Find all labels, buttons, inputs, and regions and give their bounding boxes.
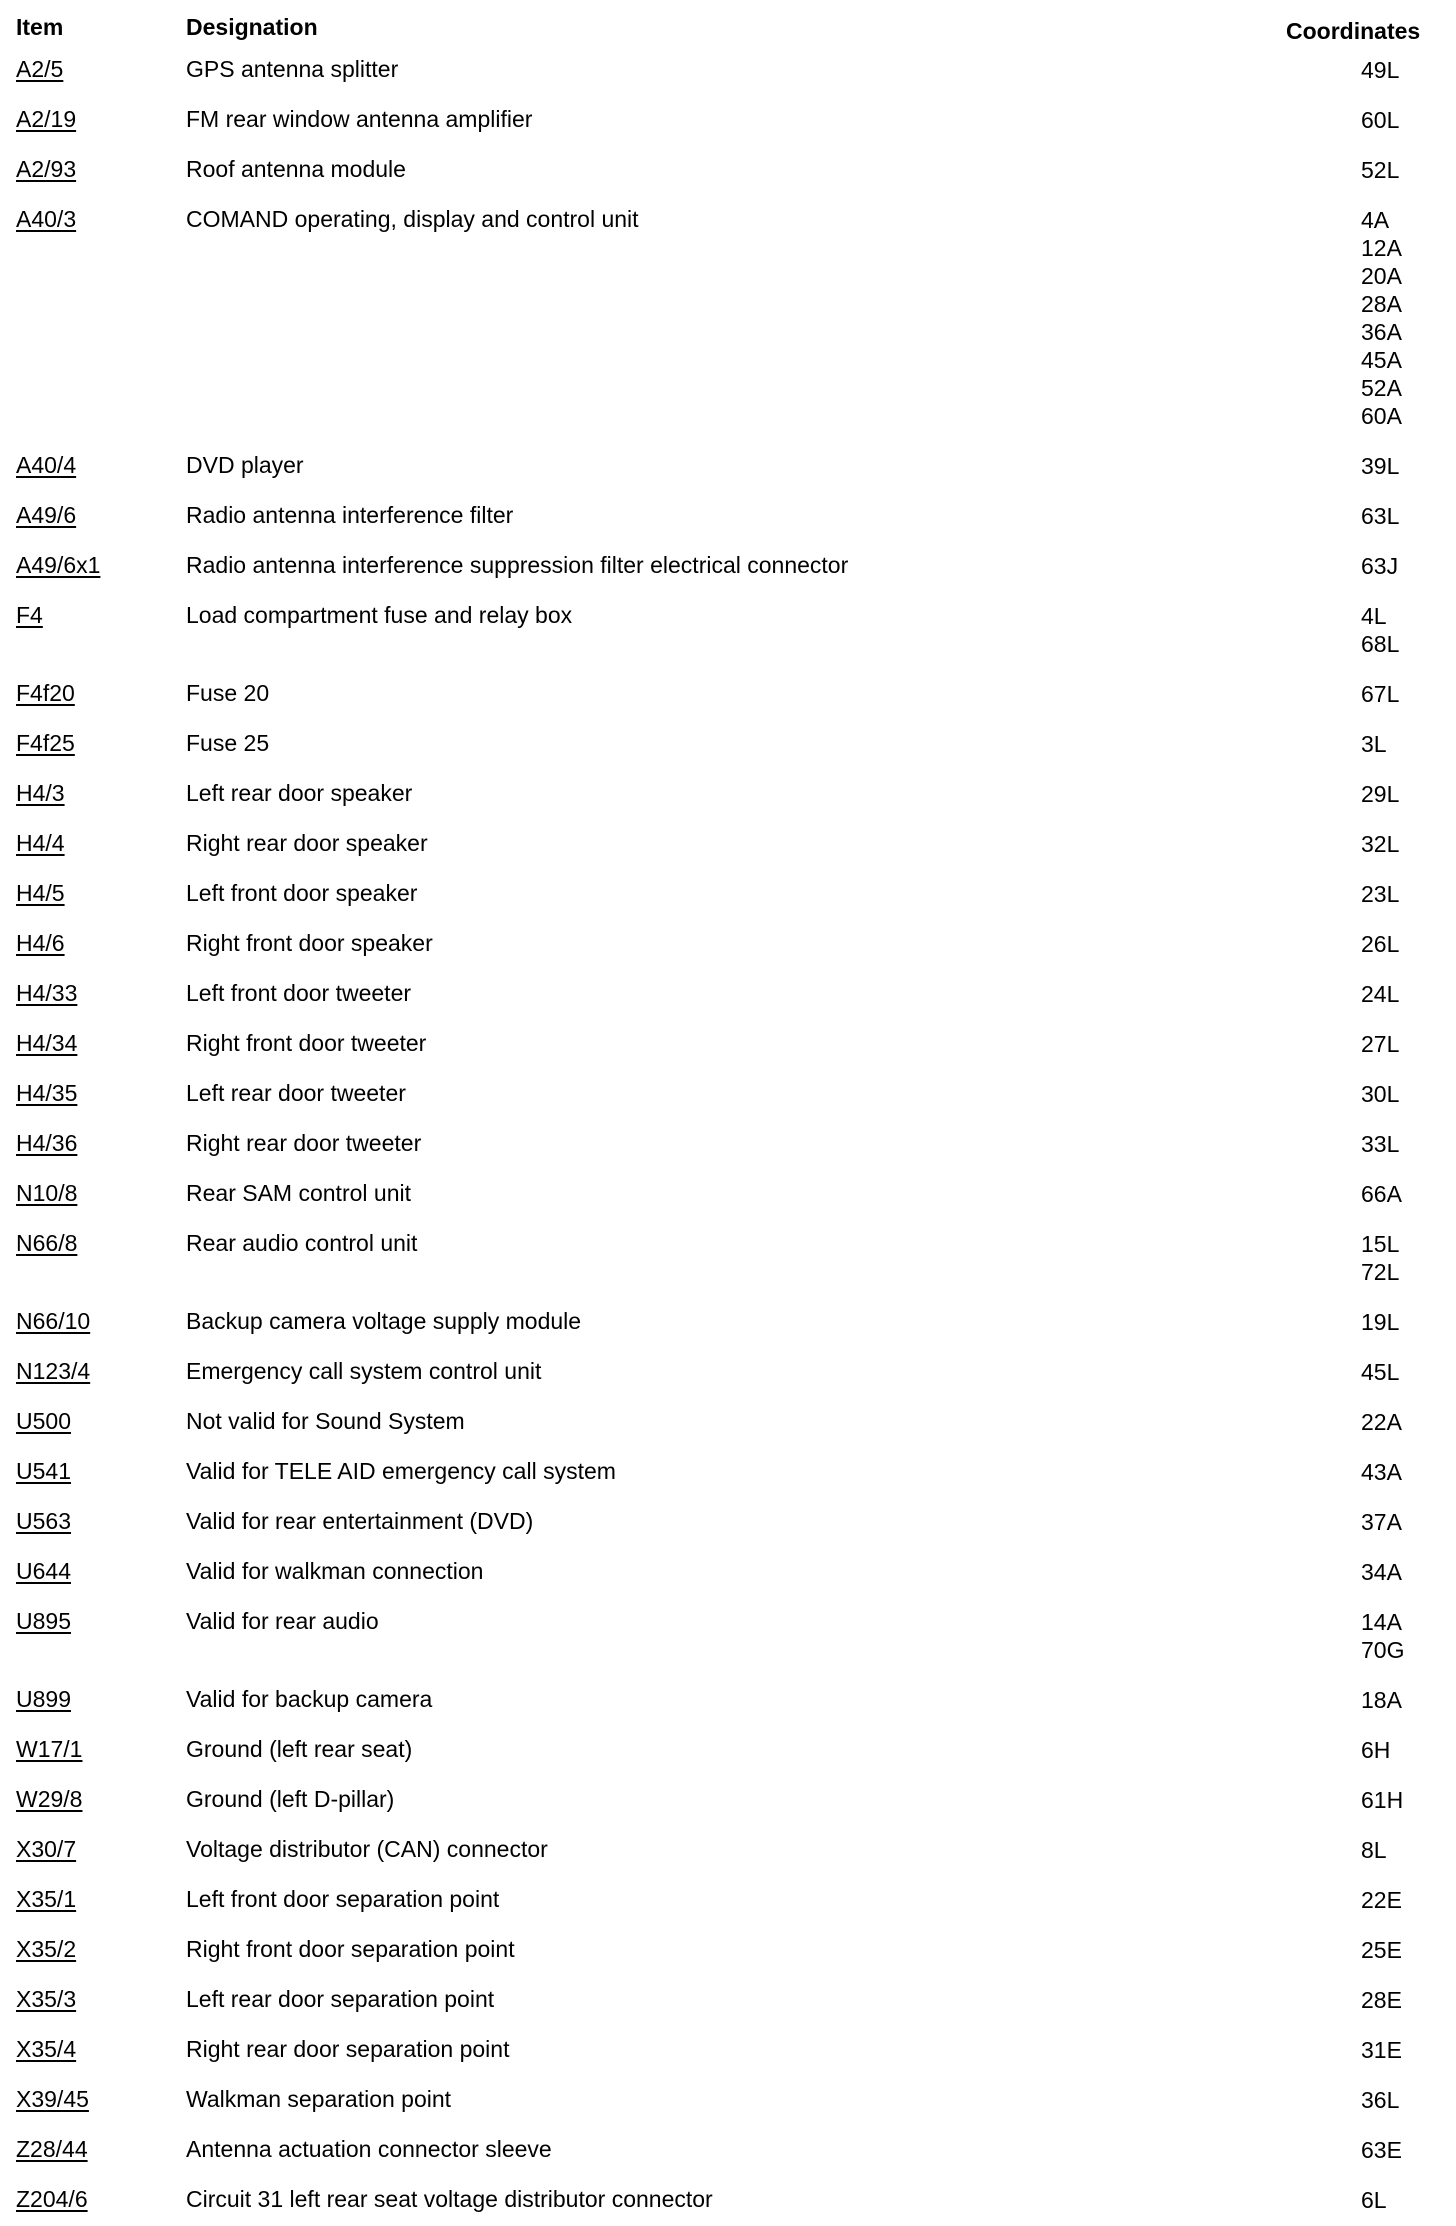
table-row [0, 1398, 1456, 1448]
table-row [0, 920, 1456, 970]
item-link[interactable]: Z204/6 [16, 2186, 88, 2212]
coordinate-value: 39L [1361, 453, 1400, 479]
item-link[interactable]: N10/8 [16, 1180, 78, 1206]
table-row [0, 1776, 1456, 1826]
designation-text: Walkman separation point [186, 2086, 452, 2112]
item-link[interactable]: N66/10 [16, 1308, 91, 1334]
coordinate-value: 22E [1361, 1887, 1402, 1913]
item-link[interactable]: X30/7 [16, 1836, 77, 1862]
coordinates-cell [1361, 602, 1451, 658]
designation-text: Circuit 31 left rear seat voltage distributor connector [186, 2186, 713, 2212]
designation-text: Left front door separation point [186, 1886, 500, 1912]
table-row [0, 1926, 1456, 1976]
designation-text: Valid for walkman connection [186, 1558, 484, 1584]
coordinate-value: 66A [1361, 1181, 1402, 1207]
designation-text: Right front door separation point [186, 1936, 515, 1962]
item-link[interactable]: A40/3 [16, 206, 77, 232]
item-link[interactable]: N123/4 [16, 1358, 91, 1384]
coordinate-value: 14A [1361, 1609, 1402, 1635]
designation-text: Right front door tweeter [186, 1030, 427, 1056]
coordinates-cell [1361, 156, 1451, 184]
coordinates-cell [1361, 1936, 1451, 1964]
coordinates-cell [1361, 452, 1451, 480]
table-row [0, 970, 1456, 1020]
designation-text: Voltage distributor (CAN) connector [186, 1836, 548, 1862]
coordinate-value: 63J [1361, 553, 1399, 579]
coordinates-cell [1361, 1786, 1451, 1814]
item-link[interactable]: H4/4 [16, 830, 65, 856]
item-link[interactable]: X39/45 [16, 2086, 89, 2112]
coordinate-value: 28E [1361, 1987, 1402, 2013]
coordinate-value: 6H [1361, 1737, 1391, 1763]
coordinate-value: 27L [1361, 1031, 1400, 1057]
coordinate-value: 32L [1361, 831, 1400, 857]
coordinate-value: 68L [1361, 631, 1400, 657]
table-row [0, 46, 1456, 96]
coordinates-cell [1361, 1230, 1451, 1286]
item-link[interactable]: U563 [16, 1508, 71, 1534]
coordinates-cell [1361, 780, 1451, 808]
coordinates-cell [1361, 1558, 1451, 1586]
coordinates-cell [1361, 206, 1451, 430]
coordinate-value: 8L [1361, 1837, 1387, 1863]
coordinates-cell [1361, 680, 1451, 708]
table-row [0, 1976, 1456, 2026]
coordinates-cell [1361, 830, 1451, 858]
designation-text: Left rear door speaker [186, 780, 413, 806]
table-row [0, 1020, 1456, 1070]
table-row [0, 96, 1456, 146]
coordinate-value: 29L [1361, 781, 1400, 807]
designation-text: Radio antenna interference suppression filter electrical connector [186, 552, 849, 578]
coordinate-value: 61H [1361, 1787, 1404, 1813]
coordinate-value: 52A [1361, 375, 1402, 401]
coordinate-value: 4L [1361, 603, 1387, 629]
coordinate-value: 63E [1361, 2137, 1402, 2163]
item-link[interactable]: X35/1 [16, 1886, 77, 1912]
coordinate-value: 37A [1361, 1509, 1402, 1535]
designation-text: Valid for rear entertainment (DVD) [186, 1508, 534, 1534]
coordinates-cell [1361, 930, 1451, 958]
coordinate-value: 45A [1361, 347, 1402, 373]
coordinate-value: 72L [1361, 1259, 1400, 1285]
coordinates-cell [1361, 2136, 1451, 2164]
coordinate-value: 43A [1361, 1459, 1402, 1485]
designation-text: Not valid for Sound System [186, 1408, 465, 1434]
designation-text: Ground (left rear seat) [186, 1736, 413, 1762]
coordinates-cell [1361, 56, 1451, 84]
item-link[interactable]: W29/8 [16, 1786, 83, 1812]
coordinates-cell [1361, 2186, 1451, 2214]
designation-text: Roof antenna module [186, 156, 406, 182]
coordinates-cell [1361, 1836, 1451, 1864]
item-link[interactable]: H4/6 [16, 930, 65, 956]
designation-text: Radio antenna interference filter [186, 502, 514, 528]
coordinates-cell [1361, 1130, 1451, 1158]
coordinate-value: 18A [1361, 1687, 1402, 1713]
coordinates-cell [1361, 106, 1451, 134]
coordinate-value: 25E [1361, 1937, 1402, 1963]
table-row [0, 1498, 1456, 1548]
table-row [0, 442, 1456, 492]
item-link[interactable]: H4/5 [16, 880, 65, 906]
coordinate-value: 26L [1361, 931, 1400, 957]
designation-text: Fuse 20 [186, 680, 270, 706]
designation-text: Right front door speaker [186, 930, 433, 956]
item-link[interactable]: N66/8 [16, 1230, 78, 1256]
table-row [0, 1298, 1456, 1348]
coordinate-value: 67L [1361, 681, 1400, 707]
designation-text: Valid for rear audio [186, 1608, 379, 1634]
coordinate-value: 36A [1361, 319, 1402, 345]
coordinate-value: 30L [1361, 1081, 1400, 1107]
designation-text: Left front door tweeter [186, 980, 412, 1006]
table-row [0, 1598, 1456, 1676]
table-row [0, 592, 1456, 670]
table-row [0, 2026, 1456, 2076]
item-link[interactable]: X35/3 [16, 1986, 77, 2012]
item-link[interactable]: H4/36 [16, 1130, 78, 1156]
designation-text: Rear audio control unit [186, 1230, 418, 1256]
table-row [0, 720, 1456, 770]
coordinate-value: 45L [1361, 1359, 1400, 1385]
designation-text: Backup camera voltage supply module [186, 1308, 582, 1334]
coordinates-cell [1361, 552, 1451, 580]
item-link[interactable]: A2/93 [16, 156, 77, 182]
item-link[interactable]: W17/1 [16, 1736, 83, 1762]
table-row [0, 196, 1456, 442]
coordinate-value: 33L [1361, 1131, 1400, 1157]
item-link[interactable]: Z28/44 [16, 2136, 88, 2162]
coordinate-value: 15L [1361, 1231, 1400, 1257]
coordinates-cell [1361, 980, 1451, 1008]
coordinates-cell [1361, 502, 1451, 530]
item-link[interactable]: A2/5 [16, 56, 64, 82]
item-link[interactable]: A49/6 [16, 502, 77, 528]
designation-text: Right rear door separation point [186, 2036, 510, 2062]
coordinate-value: 63L [1361, 503, 1400, 529]
coordinates-cell [1361, 1686, 1451, 1714]
table-row [0, 492, 1456, 542]
item-link[interactable]: A40/4 [16, 452, 77, 478]
table-row [0, 1876, 1456, 1926]
item-link[interactable]: X35/4 [16, 2036, 77, 2062]
coordinates-cell [1361, 1608, 1451, 1664]
designation-text: Left rear door separation point [186, 1986, 495, 2012]
item-link[interactable]: H4/34 [16, 1030, 78, 1056]
coordinate-value: 36L [1361, 2087, 1400, 2113]
coordinates-cell [1361, 1180, 1451, 1208]
table-row [0, 2126, 1456, 2176]
designation-text: Valid for backup camera [186, 1686, 433, 1712]
designation-text: Left front door speaker [186, 880, 418, 906]
item-link[interactable]: A2/19 [16, 106, 77, 132]
item-link[interactable]: X35/2 [16, 1936, 77, 1962]
table-row [0, 1220, 1456, 1298]
item-link[interactable]: F4 [16, 602, 43, 628]
coordinates-cell [1361, 2086, 1451, 2114]
coordinate-value: 4A [1361, 207, 1390, 233]
item-link[interactable]: U895 [16, 1608, 71, 1634]
header-coordinates: Coordinates [1286, 18, 1421, 44]
table-row [0, 2076, 1456, 2126]
designation-text: DVD player [186, 452, 304, 478]
table-row [0, 770, 1456, 820]
coordinate-value: 19L [1361, 1309, 1400, 1335]
coordinates-cell [1361, 1358, 1451, 1386]
table-row [0, 820, 1456, 870]
item-link[interactable]: H4/35 [16, 1080, 78, 1106]
coordinate-value: 34A [1361, 1559, 1402, 1585]
designation-text: Antenna actuation connector sleeve [186, 2136, 552, 2162]
coordinates-cell [1361, 1030, 1451, 1058]
designation-text: Right rear door tweeter [186, 1130, 422, 1156]
coordinate-value: 60A [1361, 403, 1402, 429]
designation-text: Valid for TELE AID emergency call system [186, 1458, 616, 1484]
designation-text: Right rear door speaker [186, 830, 428, 856]
header-item: Item [16, 14, 64, 40]
coordinate-value: 6L [1361, 2187, 1387, 2213]
coordinate-value: 52L [1361, 157, 1400, 183]
table-row [0, 1348, 1456, 1398]
item-link[interactable]: H4/33 [16, 980, 78, 1006]
coordinate-value: 28A [1361, 291, 1402, 317]
table-row [0, 146, 1456, 196]
coordinate-value: 23L [1361, 881, 1400, 907]
coordinate-value: 70G [1361, 1637, 1405, 1663]
designation-text: Rear SAM control unit [186, 1180, 411, 1206]
coordinates-cell [1361, 1986, 1451, 2014]
table-row [0, 870, 1456, 920]
table-row [0, 1120, 1456, 1170]
designation-text: COMAND operating, display and control unit [186, 206, 639, 232]
table-row [0, 542, 1456, 592]
coordinates-cell [1361, 730, 1451, 758]
table-row [0, 1726, 1456, 1776]
coordinates-cell [1361, 1508, 1451, 1536]
coordinate-value: 49L [1361, 57, 1400, 83]
designation-text: GPS antenna splitter [186, 56, 399, 82]
coordinates-cell [1361, 2036, 1451, 2064]
coordinate-value: 3L [1361, 731, 1387, 757]
designation-text: Load compartment fuse and relay box [186, 602, 573, 628]
coordinates-cell [1361, 1080, 1451, 1108]
header-designation: Designation [186, 14, 318, 40]
item-link[interactable]: F4f20 [16, 680, 75, 706]
item-link[interactable]: F4f25 [16, 730, 75, 756]
coordinate-value: 24L [1361, 981, 1400, 1007]
table-row [0, 1676, 1456, 1726]
coordinates-cell [1361, 1886, 1451, 1914]
coordinates-cell [1361, 1408, 1451, 1436]
coordinate-value: 22A [1361, 1409, 1402, 1435]
table-row [0, 1548, 1456, 1598]
designation-text: Ground (left D-pillar) [186, 1786, 395, 1812]
item-link[interactable]: A49/6x1 [16, 552, 101, 578]
table-row [0, 1070, 1456, 1120]
coordinate-value: 60L [1361, 107, 1400, 133]
item-link[interactable]: U899 [16, 1686, 71, 1712]
table-row [0, 1170, 1456, 1220]
coordinate-value: 31E [1361, 2037, 1402, 2063]
item-link[interactable]: H4/3 [16, 780, 65, 806]
coordinate-value: 12A [1361, 235, 1402, 261]
coordinates-cell [1361, 1736, 1451, 1764]
coordinates-cell [1361, 1308, 1451, 1336]
item-link[interactable]: U500 [16, 1408, 71, 1434]
coordinate-value: 20A [1361, 263, 1402, 289]
designation-text: Fuse 25 [186, 730, 270, 756]
table-row [0, 1826, 1456, 1876]
item-link[interactable]: U644 [16, 1558, 71, 1584]
table-header [0, 10, 1456, 46]
designation-text: Left rear door tweeter [186, 1080, 406, 1106]
table-row [0, 1448, 1456, 1498]
table-body [0, 46, 1456, 2226]
table-row [0, 670, 1456, 720]
table-row [0, 2176, 1456, 2226]
coordinates-cell [1361, 1458, 1451, 1486]
item-link[interactable]: U541 [16, 1458, 71, 1484]
designation-text: FM rear window antenna amplifier [186, 106, 533, 132]
designation-text: Emergency call system control unit [186, 1358, 542, 1384]
coordinates-cell [1361, 880, 1451, 908]
